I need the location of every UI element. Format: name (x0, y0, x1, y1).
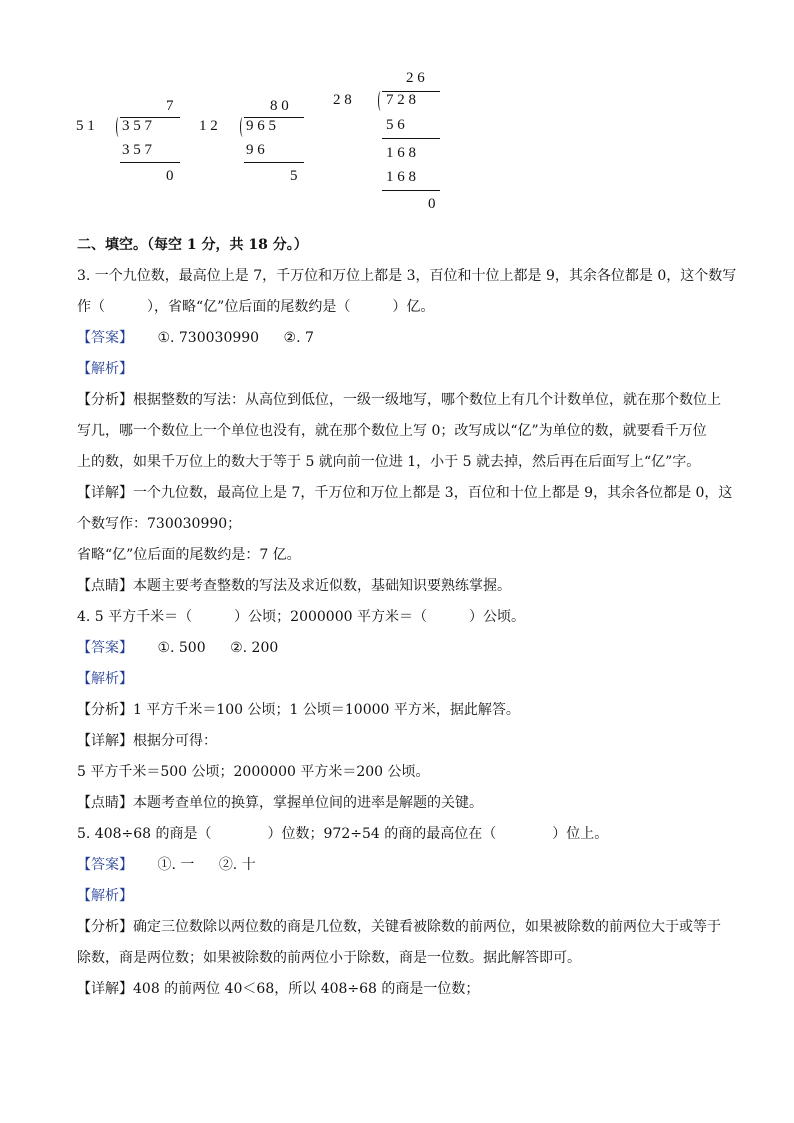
q3-analysis-line-2: 写几，哪一个数位上一个单位也没有，就在那个数位上写 0；改写成以“亿”为单位的数，就要看千万位 (77, 423, 707, 439)
q3-analysis-head: 【解析】 (77, 361, 133, 377)
q5-answer-label: 【答案】 (77, 857, 133, 873)
q4-analysis-text: 1 平方千米＝100 公顷；1 公顷＝10000 平方米，据此解答。 (133, 702, 520, 718)
division-2-sub-line (244, 162, 304, 163)
q4-answer-row (77, 633, 727, 664)
division-2-dividend: 9 6 5 (246, 118, 276, 134)
q5-analysis-head: 【解析】 (77, 888, 133, 904)
q3-comment-line (77, 571, 727, 602)
q3-question-line-1: 3. 一个九位数，最高位上是 7，千万位和万位上都是 3，百位和十位上都是 9，其余各位都是 0，这个数写 (77, 268, 737, 284)
division-1-dividend: 3 5 7 (122, 118, 152, 134)
q3-analysis-label: 【分析】 (77, 392, 133, 408)
q3-answer-label: 【答案】 (77, 330, 133, 346)
q3-detail-line-2: 个数写作：730030990； (77, 516, 242, 532)
q3-comment-label: 【点睛】 (77, 578, 133, 594)
q4-answer-1: ①. 500 (157, 640, 206, 656)
q3-detail-label: 【详解】 (77, 485, 133, 501)
division-1-sub-line (120, 162, 180, 163)
q5-detail-line (77, 974, 727, 1005)
q5-detail-label: 【详解】 (77, 981, 133, 997)
q5-detail-text: 408 的前两位 40＜68，所以 408÷68 的商是一位数； (133, 981, 480, 997)
q3-detail-text-1: 一个九位数，最高位上是 7，千万位和万位上都是 3，百位和十位上都是 9，其余各位都是 0，这 (133, 485, 733, 501)
q4-analysis-line (77, 695, 727, 726)
q4-question: 4. 5 平方千米＝（ ）公顷；2000000 平方米＝（ ）公顷。 (77, 609, 525, 625)
division-3-sub-line-2 (382, 190, 440, 191)
q5-analysis-line-2: 除数，商是两位数；如果被除数的前两位小于除数，商是一位数。据此解答即可。 (77, 950, 581, 966)
division-3-sub-line-1 (382, 138, 440, 139)
q4-analysis-head: 【解析】 (77, 671, 133, 687)
division-1-remainder: 0 (166, 168, 174, 184)
q4-detail-text-1: 根据分可得： (133, 733, 217, 749)
division-2-divisor: 1 2 (199, 118, 218, 134)
q4-detail-line-1 (77, 726, 727, 757)
q4-comment-line (77, 788, 727, 819)
q3-answer-row (77, 323, 727, 354)
division-2-quotient: 8 0 (270, 98, 289, 114)
q5-analysis-text-1: 确定三位数除以两位数的商是几位数，关键看被除数的前两位，如果被除数的前两位大于或等于 (133, 919, 721, 935)
division-3-remainder: 0 (428, 196, 436, 212)
division-3-dividend: 7 2 8 (386, 92, 416, 108)
division-3-product-1: 5 6 (386, 117, 405, 133)
q3-answer-2: ②. 7 (283, 330, 314, 346)
q3-detail-line-1 (77, 478, 733, 509)
division-1-divisor: 5 1 (76, 118, 95, 134)
q5-question: 5. 408÷68 的商是（ ）位数；972÷54 的商的最高位在（ ）位上。 (77, 826, 609, 842)
q5-analysis-line-1 (77, 912, 727, 943)
q5-answer-2: ②. 十 (218, 857, 256, 873)
document-body (77, 230, 737, 1005)
q5-answer-1: ①. 一 (157, 857, 195, 873)
q5-answer-row (77, 850, 727, 881)
division-3-product-2: 1 6 8 (386, 169, 416, 185)
q3-analysis-line-1 (77, 385, 727, 416)
q3-analysis-line-3: 上的数，如果千万位上的数大于等于 5 就向前一位进 1，小于 5 就去掉，然后再在后面写上“亿”字。 (77, 454, 701, 470)
q4-comment-text: 本题考查单位的换算，掌握单位间的进率是解题的关键。 (133, 795, 483, 811)
q5-analysis-label: 【分析】 (77, 919, 133, 935)
q4-answer-label: 【答案】 (77, 640, 133, 656)
q4-detail-line-2: 5 平方千米＝500 公顷；2000000 平方米＝200 公顷。 (77, 764, 430, 780)
q3-detail-line-3: 省略“亿”位后面的尾数约是：7 亿。 (77, 547, 301, 563)
section-title: 二、填空。（每空 1 分，共 18 分。） (77, 237, 308, 253)
q3-question-line-2: 作（ ），省略“亿”位后面的尾数约是（ ）亿。 (77, 299, 435, 315)
division-1-quotient: 7 (166, 98, 174, 114)
division-3-divisor: 2 8 (333, 92, 352, 108)
q4-analysis-label: 【分析】 (77, 702, 133, 718)
q3-comment-text: 本题主要考查整数的写法及求近似数，基础知识要熟练掌握。 (133, 578, 511, 594)
q3-answer-1: ①. 730030990 (157, 330, 260, 346)
division-3-quotient: 2 6 (406, 70, 425, 86)
q4-answer-2: ②. 200 (230, 640, 279, 656)
q4-comment-label: 【点睛】 (77, 795, 133, 811)
division-1-product: 3 5 7 (122, 142, 152, 158)
q4-detail-label: 【详解】 (77, 733, 133, 749)
division-3-partial: 1 6 8 (386, 145, 416, 161)
division-2-product: 9 6 (246, 142, 265, 158)
division-2-remainder: 5 (290, 168, 298, 184)
q3-analysis-text-1: 根据整数的写法：从高位到低位，一级一级地写，哪个数位上有几个计数单位，就在那个数位上 (133, 392, 721, 408)
